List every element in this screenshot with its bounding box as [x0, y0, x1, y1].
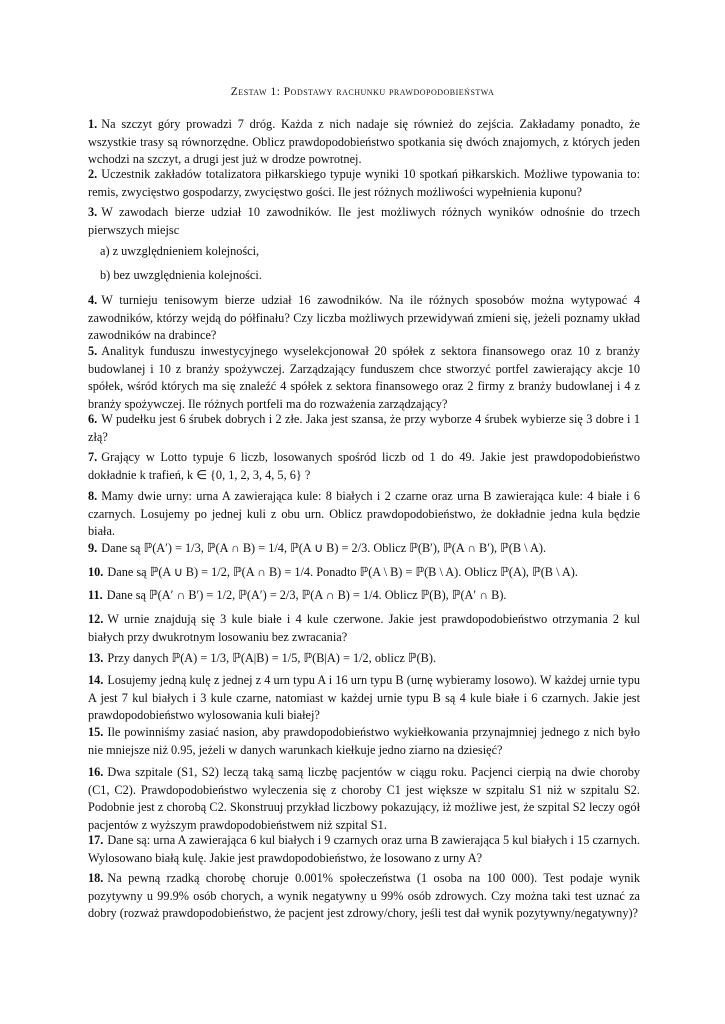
problem-3 [88, 204, 640, 239]
problem-3-item-b: b) bez uwzględnienia kolejności. [100, 268, 262, 282]
problem-number: 4. [88, 293, 98, 307]
problem-text: Na pewną rzadką chorobę choruje 0.001% społeczeństwa (1 osoba na 100 000). Test podaje wynik pozytywny u 99.9% osób chorych, a wynik negatywny u 99% osób zdrowych. Czy można taki test uznać za dobry (rozważ prawdopodobieństwo, że pacjent jest zdrowy/chory, jeśli test dał wynik pozytywny/negatywny)? [88, 871, 640, 921]
problem-number: 17. [88, 833, 104, 847]
problem-8 [88, 488, 640, 541]
problem-13 [88, 650, 640, 668]
sheet-title: Zestaw 1: Podstawy rachunku prawdopodobieństwa [230, 86, 495, 98]
problem-text: W urnie znajdują się 3 kule białe i 4 kule czerwone. Jakie jest prawdopodobieństwo otrzymania 2 kul białych przy dwukrotnym losowaniu bez zwracania? [88, 612, 640, 644]
problem-text: W turnieju tenisowym bierze udział 16 zawodników. Na ile różnych sposobów można wytypować 4 zawodników, którzy wejdą do półfinału? Czy liczba możliwych przewidywań zmieni się, jeżeli poznamy układ zawodników na drabince? [88, 293, 640, 343]
problem-text: W zawodach bierze udział 10 zawodników. Ile jest możliwych różnych wyników odnośnie do trzech pierwszych miejsc [88, 205, 640, 237]
problem-16 [88, 764, 640, 834]
problem-number: 14. [88, 673, 104, 687]
problem-number: 16. [88, 765, 104, 779]
problem-5 [88, 343, 640, 413]
problem-4 [88, 292, 640, 345]
problem-15 [88, 724, 640, 759]
problem-text: Dane są: urna A zawierająca 6 kul białych i 9 czarnych oraz urna B zawierająca 5 kul białych i 15 czarnych. Wylosowano białą kulę. Jakie jest prawdopodobieństwo, że losowano z urny A? [88, 833, 640, 865]
problem-number: 2. [88, 167, 98, 181]
problem-text: Losujemy jedną kulę z jednej z 4 urn typu A i 16 urn typu B (urnę wybieramy losowo). W każdej urnie typu A jest 7 kul białych i 3 kule czarne, natomiast w każdej urnie typu B są 4 kule białe i 6 czarnych. Jakie jest prawdopodobieństwo wylosowania kuli białej? [88, 673, 640, 723]
problem-9 [88, 540, 640, 558]
problem-11 [88, 587, 640, 605]
problem-number: 9. [88, 541, 98, 555]
problem-12 [88, 611, 640, 646]
problem-number: 15. [88, 725, 104, 739]
problem-7 [88, 449, 640, 484]
problem-text: W pudełku jest 6 śrubek dobrych i 2 złe. Jaka jest szansa, że przy wyborze 4 śrubek wybierze się 3 dobre i 1 złą? [88, 412, 640, 444]
problem-3-item-a: a) z uwzględnieniem kolejności, [100, 244, 260, 258]
problem-number: 18. [88, 871, 104, 885]
problem-number: 8. [88, 489, 98, 503]
problem-number: 5. [88, 344, 98, 358]
problem-10 [88, 564, 640, 582]
problem-17 [88, 832, 640, 867]
problem-text: Grający w Lotto typuje 6 liczb, losowanych spośród liczb od 1 do 49. Jakie jest prawdopodobieństwo dokładnie k trafień, k ∈ {0, 1, 2, 3, 4, 5, 6} ? [88, 450, 640, 482]
problem-number: 10. [88, 565, 104, 579]
problem-text: Dane są ℙ(A ∪ B) = 1/2, ℙ(A ∩ B) = 1/4. Ponadto ℙ(A \ B) = ℙ(B \ A). Oblicz ℙ(A), ℙ(B \ A). [107, 565, 578, 579]
problem-14 [88, 672, 640, 725]
problem-number: 3. [88, 205, 98, 219]
problem-text: Dwa szpitale (S1, S2) leczą taką samą liczbę pacjentów w ciągu roku. Pacjenci cierpią na dwie choroby (C1, C2). Prawdopodobieństwo wyleczenia się z choroby C1 jest większe w szpitalu S1 niż w szpitalu S2. Podobnie jest z chorobą C2. Skonstruuj przykład liczbowy pokazujący, iż możliwe jest, że szpital S2 leczy ogół pacjentów z wyższym prawdopodobieństwem niż szpital S1. [88, 765, 640, 832]
problem-2 [88, 166, 640, 201]
problem-text: Na szczyt góry prowadzi 7 dróg. Każda z nich nadaje się również do zejścia. Zakładamy ponadto, że wszystkie trasy są równorzędne. Oblicz prawdopodobieństwo spotkania się dwóch znajomych, z których jeden wchodzi na szczyt, a drugi jest już w drodze powrotnej. [88, 117, 640, 167]
problem-text: Ile powinniśmy zasiać nasion, aby prawdopodobieństwo wykiełkowania przynajmniej jednego z nich było nie mniejsze niż 0.95, jeżeli w danych warunkach kiełkuje jedno ziarno na dziesięć? [88, 725, 640, 757]
problem-number: 12. [88, 612, 104, 626]
problem-18 [88, 870, 640, 923]
problem-number: 13. [88, 651, 104, 665]
problem-text: Dane są ℙ(A′) = 1/3, ℙ(A ∩ B) = 1/4, ℙ(A ∪ B) = 2/3. Oblicz ℙ(B′), ℙ(A ∩ B′), ℙ(B \ A). [101, 541, 547, 555]
problem-6 [88, 411, 640, 446]
problem-1 [88, 116, 640, 169]
problem-text: Mamy dwie urny: urna A zawierająca kule: 8 białych i 2 czarne oraz urna B zawierająca kule: 4 białe i 6 czarnych. Losujemy po jednej kuli z obu urn. Oblicz prawdopodobieństwo, że dokładnie jedna kula będzie biała. [88, 489, 640, 539]
problem-text: Analityk funduszu inwestycyjnego wyselekcjonował 20 spółek z sektora finansowego oraz 10 z branży budowlanej i 10 z branży spożywczej. Zarządzający funduszem chce stworzyć portfel zawierający akcje 10 spółek, wśród których ma się znaleźć 4 spółek z sektora finansowego oraz 2 firmy z branży budowlanej i 4 z branży spożywczej. Ile różnych portfeli ma do rozważenia zarządzający? [88, 344, 640, 411]
problem-text: Dane są ℙ(A′ ∩ B′) = 1/2, ℙ(A′) = 2/3, ℙ(A ∩ B) = 1/4. Oblicz ℙ(B), ℙ(A′ ∩ B). [106, 588, 507, 602]
problem-text: Przy danych ℙ(A) = 1/3, ℙ(A|B) = 1/5, ℙ(B|A) = 1/2, oblicz ℙ(B). [107, 651, 437, 665]
problem-text: Uczestnik zakładów totalizatora piłkarskiego typuje wyniki 10 spotkań piłkarskich. Możliwe typowania to: remis, zwycięstwo gospodarzy, zwycięstwo gości. Ile jest różnych możliwości wypełnienia kuponu? [88, 167, 640, 199]
problem-number: 6. [88, 412, 98, 426]
problem-number: 11. [88, 588, 103, 602]
problem-number: 1. [88, 117, 98, 131]
problem-number: 7. [88, 450, 98, 464]
